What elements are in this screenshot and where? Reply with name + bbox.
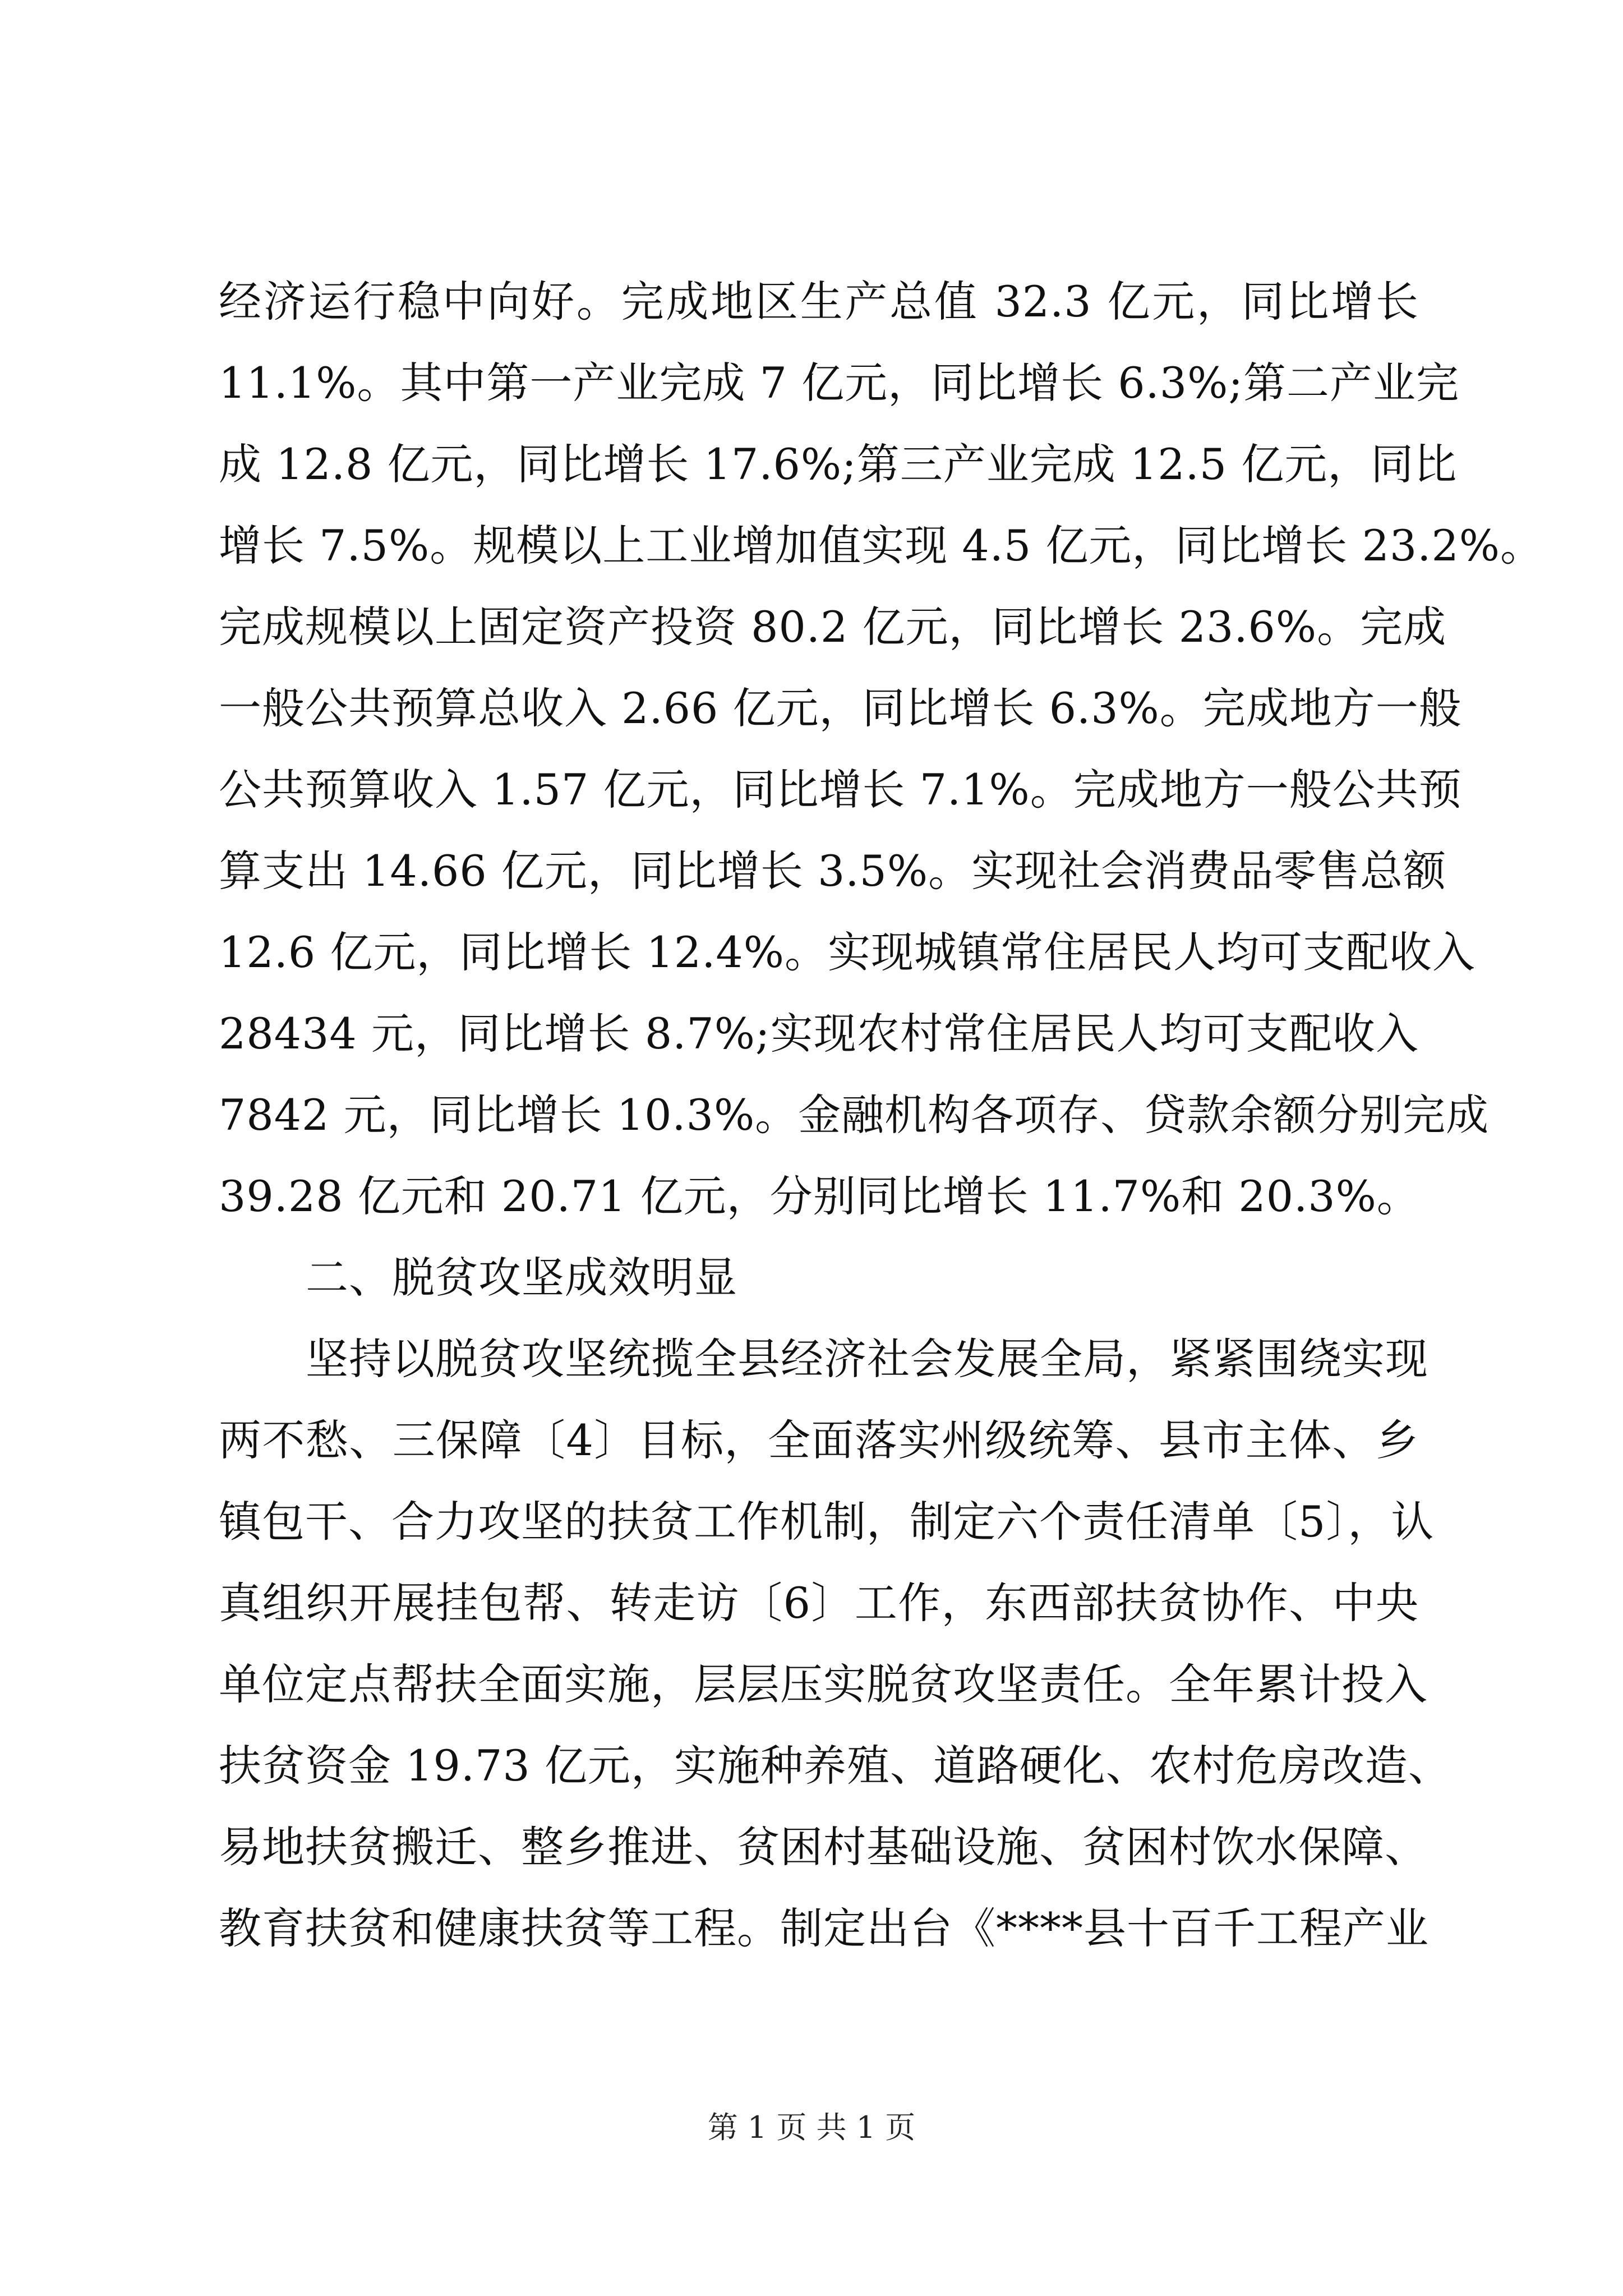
text-line: 12.6 亿元，同比增长 12.4%。实现城镇常住居民人均可支配收入 bbox=[219, 927, 1476, 977]
text-line: 镇包干、合力攻坚的扶贫工作机制，制定六个责任清单〔5〕，认 bbox=[219, 1497, 1435, 1547]
text-line: 坚持以脱贫攻坚统揽全县经济社会发展全局，紧紧围绕实现 bbox=[306, 1334, 1428, 1384]
text-line: 39.28 亿元和 20.71 亿元，分别同比增长 11.7%和 20.3%。 bbox=[219, 1171, 1420, 1221]
text-line: 7842 元，同比增长 10.3%。金融机构各项存、贷款余额分别完成 bbox=[219, 1090, 1490, 1140]
text-line: 成 12.8 亿元，同比增长 17.6%;第三产业完成 12.5 亿元，同比 bbox=[219, 439, 1458, 489]
section-heading: 二、脱贫攻坚成效明显 bbox=[306, 1253, 737, 1303]
text-line: 经济运行稳中向好。完成地区生产总值 32.3 亿元，同比增长 bbox=[219, 277, 1419, 326]
text-line: 28434 元，同比增长 8.7%;实现农村常住居民人均可支配收入 bbox=[219, 1009, 1419, 1059]
page-footer: 第 1 页 共 1 页 bbox=[707, 2110, 916, 2145]
text-line: 易地扶贫搬迁、整乡推进、贫困村基础设施、贫困村饮水保障、 bbox=[219, 1822, 1428, 1872]
text-line: 完成规模以上固定资产投资 80.2 亿元，同比增长 23.6%。完成 bbox=[219, 602, 1447, 652]
text-line: 教育扶贫和健康扶贫等工程。制定出台《****县十百千工程产业 bbox=[219, 1903, 1429, 1953]
text-line: 11.1%。其中第一产业完成 7 亿元，同比增长 6.3%;第二产业完 bbox=[219, 358, 1459, 408]
text-line: 单位定点帮扶全面实施，层层压实脱贫攻坚责任。全年累计投入 bbox=[219, 1659, 1428, 1709]
text-line: 扶贫资金 19.73 亿元，实施种养殖、道路硬化、农村危房改造、 bbox=[219, 1741, 1451, 1791]
text-line: 算支出 14.66 亿元，同比增长 3.5%。实现社会消费品零售总额 bbox=[219, 846, 1447, 896]
text-line: 公共预算收入 1.57 亿元，同比增长 7.1%。完成地方一般公共预 bbox=[219, 765, 1462, 815]
text-line: 一般公共预算总收入 2.66 亿元，同比增长 6.3%。完成地方一般 bbox=[219, 683, 1462, 733]
text-line: 增长 7.5%。规模以上工业增加值实现 4.5 亿元，同比增长 23.2%。 bbox=[219, 521, 1544, 570]
text-line: 真组织开展挂包帮、转走访〔6〕工作，东西部扶贫协作、中央 bbox=[219, 1578, 1419, 1628]
text-line: 两不愁、三保障〔4〕目标，全面落实州级统筹、县市主体、乡 bbox=[219, 1415, 1419, 1465]
